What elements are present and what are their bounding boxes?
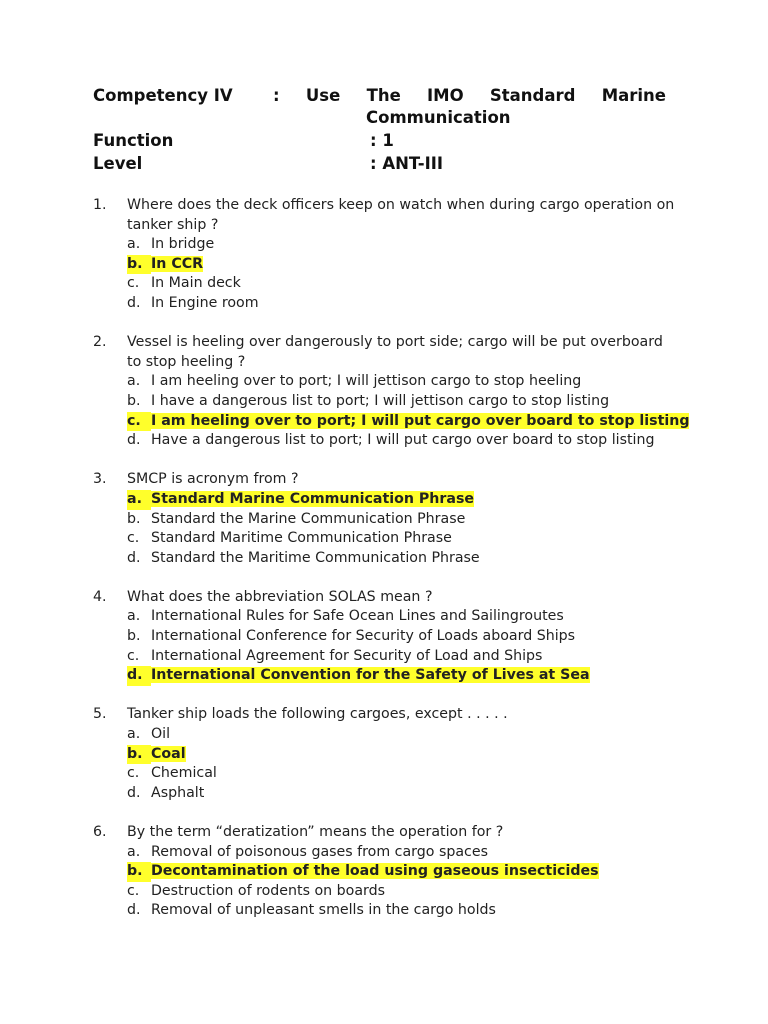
option-text: Removal of poisonous gases from cargo spaces [151, 843, 488, 860]
answer-option [127, 843, 678, 863]
question-item [93, 196, 678, 314]
highlighted-answer-text: I am heeling over to port; I will put cargo over board to stop listing [151, 412, 690, 429]
competency-word: Marine [601, 86, 666, 105]
option-text: I have a dangerous list to port; I will jettison cargo to stop listing [151, 392, 610, 409]
answer-option [127, 274, 678, 294]
answer-option [127, 235, 678, 255]
competency-value [273, 86, 666, 105]
competency-word: : [273, 86, 280, 105]
option-text: Oil [151, 726, 171, 743]
answer-option [127, 882, 678, 902]
question-stem [93, 705, 678, 725]
answer-option [127, 294, 678, 314]
option-letter: c. [127, 275, 140, 292]
question-stem [93, 196, 678, 235]
option-letter: c. [127, 647, 140, 664]
option-letter: d. [127, 666, 151, 686]
question-item [93, 588, 678, 686]
answer-option [127, 549, 678, 569]
option-text: International Agreement for Security of Load and Ships [151, 647, 543, 664]
question-item [93, 470, 678, 568]
question-text: Where does the deck officers keep on watch when during cargo operation on tanker ship ? [127, 197, 675, 233]
answer-option-correct [127, 490, 678, 510]
question-item [93, 333, 690, 451]
competency-word: Standard [489, 86, 576, 105]
answer-option [127, 510, 678, 530]
option-text: I am heeling over to port; I will jettison cargo to stop heeling [151, 373, 582, 390]
question-text: What does the abbreviation SOLAS mean ? [127, 588, 433, 605]
option-text: Have a dangerous list to port; I will put cargo over board to stop listing [151, 432, 655, 449]
option-letter: d. [127, 549, 141, 566]
answer-option [127, 764, 678, 784]
highlighted-answer-text: In CCR [151, 255, 204, 272]
option-letter: a. [127, 490, 151, 510]
answer-option [127, 725, 678, 745]
answer-option-correct [127, 412, 690, 432]
question-stem [93, 823, 678, 843]
option-letter: d. [127, 902, 141, 919]
option-letter: d. [127, 784, 141, 801]
option-text: International Rules for Safe Ocean Lines and Sailingroutes [151, 608, 564, 625]
answer-options [93, 235, 678, 313]
question-text: SMCP is acronym from ? [127, 471, 299, 488]
question-stem [93, 588, 678, 608]
question-stem [93, 333, 678, 372]
highlighted-answer-text: Coal [151, 745, 186, 762]
option-letter: a. [127, 726, 141, 743]
highlighted-answer-text: Decontamination of the load using gaseous insecticides [151, 863, 599, 880]
question-item [93, 705, 678, 803]
competency-word: IMO [427, 86, 464, 105]
answer-option-correct [127, 745, 678, 765]
answer-option-correct [127, 255, 678, 275]
answer-option [127, 431, 678, 451]
competency-word: The [366, 86, 401, 105]
competency-word: Use [305, 86, 341, 105]
competency-continuation: Communication [366, 108, 511, 127]
competency-label: Competency IV [93, 86, 233, 105]
option-text: Asphalt [151, 784, 205, 801]
option-letter: c. [127, 412, 151, 432]
question-number: 2. [93, 334, 107, 351]
answer-option-correct [127, 862, 678, 882]
option-letter: b. [127, 745, 151, 765]
option-text: Removal of unpleasant smells in the cargo holds [151, 902, 496, 919]
option-text: Destruction of rodents on boards [151, 882, 386, 899]
answer-options [93, 372, 690, 450]
answer-option [127, 372, 678, 392]
option-letter: c. [127, 882, 140, 899]
option-letter: b. [127, 628, 141, 645]
answer-option [127, 627, 678, 647]
level-row [93, 154, 666, 176]
option-text: International Conference for Security of Loads aboard Ships [151, 628, 576, 645]
option-text: Standard the Marine Communication Phrase [151, 510, 466, 527]
question-number: 3. [93, 471, 107, 488]
answer-option [127, 901, 678, 921]
question-number: 6. [93, 824, 107, 840]
function-label: Function [93, 131, 174, 150]
answer-option [127, 647, 678, 667]
option-letter: d. [127, 432, 141, 449]
option-text: In bridge [151, 236, 215, 253]
answer-options [93, 843, 678, 921]
level-label: Level [93, 154, 143, 173]
highlighted-answer-text: International Convention for the Safety of Lives at Sea [151, 667, 590, 684]
answer-options [93, 607, 678, 685]
competency-row [93, 86, 666, 127]
function-value: : 1 [370, 131, 394, 150]
answer-option-correct [127, 666, 678, 686]
answer-option [127, 784, 678, 804]
option-letter: d. [127, 294, 141, 311]
answer-option [127, 392, 678, 412]
option-text: Chemical [151, 765, 217, 782]
option-text: Standard the Maritime Communication Phrase [151, 549, 480, 566]
answer-options [93, 490, 678, 568]
question-item [93, 823, 678, 921]
option-letter: a. [127, 843, 141, 860]
question-text: Vessel is heeling over dangerously to port side; cargo will be put overboard to stop heeling ? [127, 334, 663, 370]
option-letter: b. [127, 255, 151, 275]
question-text: By the term “deratization” means the operation for ? [127, 824, 504, 840]
question-number: 4. [93, 588, 107, 605]
question-number: 5. [93, 706, 107, 723]
answer-options [93, 725, 678, 803]
option-letter: a. [127, 236, 141, 253]
function-row [93, 131, 666, 153]
option-letter: a. [127, 373, 141, 390]
level-value: : ANT-III [370, 154, 444, 173]
option-letter: b. [127, 392, 141, 409]
question-number: 1. [93, 197, 107, 213]
question-list [93, 196, 690, 941]
option-text: In Engine room [151, 294, 259, 311]
highlighted-answer-text: Standard Marine Communication Phrase [151, 490, 475, 507]
option-letter: b. [127, 510, 141, 527]
option-letter: c. [127, 530, 140, 547]
answer-option [127, 529, 678, 549]
option-letter: a. [127, 608, 141, 625]
option-text: In Main deck [151, 275, 241, 292]
option-text: Standard Maritime Communication Phrase [151, 530, 452, 547]
option-letter: c. [127, 765, 140, 782]
question-text: Tanker ship loads the following cargoes, except . . . . . [127, 706, 508, 723]
option-letter: b. [127, 862, 151, 882]
answer-option [127, 607, 678, 627]
question-stem [93, 470, 678, 490]
